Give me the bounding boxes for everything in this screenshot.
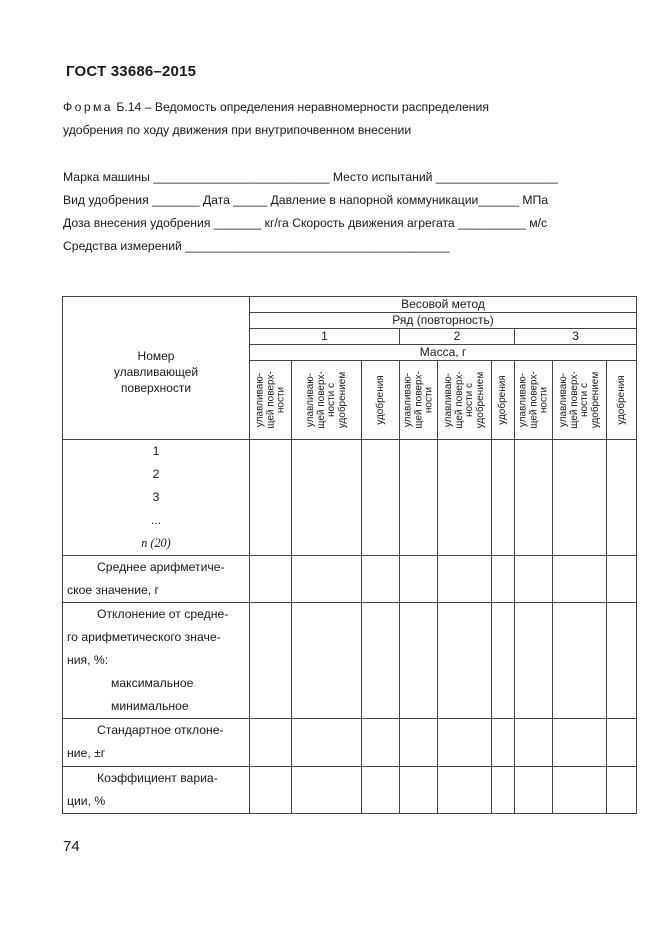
corner-text: Номер улавливающей поверхности: [113, 349, 199, 395]
data-cell[interactable]: [492, 556, 515, 603]
subcol-header: [553, 361, 607, 440]
subcol-label: улавливаю- щей поверх- ности с удобрением: [304, 371, 347, 429]
data-cell[interactable]: [400, 767, 438, 814]
data-cell[interactable]: [438, 603, 492, 719]
field-machine-place: Марка машины __________________________ Место испытаний __________________: [63, 170, 558, 184]
data-cell[interactable]: [492, 440, 515, 556]
data-cell[interactable]: [400, 719, 438, 767]
mean-line2: ское значение, г: [67, 583, 159, 597]
deviation-line1: Отклонение от средне-: [97, 607, 229, 621]
data-cell[interactable]: [607, 603, 637, 719]
data-cell[interactable]: [250, 603, 292, 719]
data-cell[interactable]: [292, 767, 362, 814]
data-cell[interactable]: [553, 767, 607, 814]
subcol-header: [607, 361, 637, 440]
table-row: [63, 603, 637, 719]
data-cell[interactable]: [438, 767, 492, 814]
data-cell[interactable]: [492, 603, 515, 719]
mass-header: Масса, г: [250, 345, 637, 361]
group-header-3: 3: [515, 329, 637, 345]
subcol-header: [438, 361, 492, 440]
data-cell[interactable]: [515, 767, 553, 814]
cv-line2: ции, %: [67, 794, 106, 808]
data-cell[interactable]: [292, 603, 362, 719]
subcol-label: улавливаю- щей поверх- ности: [516, 371, 549, 429]
surface-numbers: [63, 440, 250, 556]
subcol-label: улавливаю- щей поверх- ности: [253, 371, 286, 429]
surface-number: ...: [150, 513, 162, 527]
data-cell[interactable]: [362, 556, 400, 603]
surface-number: n (20): [141, 536, 171, 550]
stddev-line2: ние, ±г: [67, 746, 106, 760]
subcol-header: [492, 361, 515, 440]
data-cell[interactable]: [515, 556, 553, 603]
field-dose-speed: Доза внесения удобрения _______ кг/га Скорость движения агрегата __________ м/с: [63, 216, 548, 230]
data-cell[interactable]: [362, 440, 400, 556]
deviation-max: максимальное: [111, 676, 194, 690]
page-number: 74: [63, 838, 80, 855]
table-row: [63, 440, 637, 556]
data-cell[interactable]: [362, 603, 400, 719]
data-cell[interactable]: [607, 767, 637, 814]
data-cell[interactable]: [250, 767, 292, 814]
table-row: [63, 767, 637, 814]
data-cell[interactable]: [607, 440, 637, 556]
data-cell[interactable]: [553, 719, 607, 767]
stddev-line1: Стандартное отклоне-: [97, 723, 224, 737]
surface-number-header: [63, 297, 250, 440]
data-cell[interactable]: [553, 556, 607, 603]
field-measuring-instruments: Средства измерений _______________________________________: [63, 239, 450, 253]
subcol-label: удобрения: [615, 375, 627, 425]
data-cell[interactable]: [250, 440, 292, 556]
data-cell[interactable]: [362, 767, 400, 814]
data-cell[interactable]: [438, 440, 492, 556]
method-header: Весовой метод: [250, 297, 637, 313]
data-cell[interactable]: [438, 556, 492, 603]
data-cell[interactable]: [292, 556, 362, 603]
data-cell[interactable]: [492, 767, 515, 814]
data-cell[interactable]: [607, 556, 637, 603]
stddev-label: [63, 719, 250, 767]
data-cell[interactable]: [553, 603, 607, 719]
form-word: Форма: [63, 100, 113, 114]
subcol-header: [515, 361, 553, 440]
subcol-label: удобрения: [374, 375, 386, 425]
data-cell[interactable]: [362, 719, 400, 767]
mean-label: [63, 556, 250, 603]
deviation-line2: го арифметического значе-: [67, 630, 221, 644]
field-fertilizer-date-pressure: Вид удобрения _______ Дата _____ Давление в напорной коммуникации______ МПа: [63, 193, 549, 207]
data-cell[interactable]: [515, 719, 553, 767]
mean-line1: Среднее арифметиче-: [97, 560, 225, 574]
data-cell[interactable]: [492, 719, 515, 767]
table-row: [63, 719, 637, 767]
table-row: [63, 556, 637, 603]
subcol-header: [250, 361, 292, 440]
data-cell[interactable]: [250, 556, 292, 603]
deviation-min: минимальное: [111, 699, 189, 713]
standard-number: ГОСТ 33686–2015: [66, 63, 197, 80]
form-caption: [63, 100, 603, 114]
data-cell[interactable]: [553, 440, 607, 556]
cv-line1: Коэффициент вариа-: [97, 771, 218, 785]
subcol-label: улавливаю- щей поверх- ности с удобрением: [557, 371, 600, 429]
surface-number: 3: [152, 490, 160, 504]
data-cell[interactable]: [250, 719, 292, 767]
data-cell[interactable]: [400, 603, 438, 719]
data-cell[interactable]: [400, 556, 438, 603]
subcol-header: [400, 361, 438, 440]
row-repetition-header: Ряд (повторность): [250, 313, 637, 329]
cv-label: [63, 767, 250, 814]
subcol-header: [292, 361, 362, 440]
surface-number: 2: [152, 467, 160, 481]
measurement-table: [62, 296, 637, 814]
subcol-label: удобрения: [496, 375, 508, 425]
data-cell[interactable]: [292, 719, 362, 767]
surface-number: 1: [152, 444, 160, 458]
group-header-2: 2: [400, 329, 515, 345]
data-cell[interactable]: [607, 719, 637, 767]
form-title-line1: Б.14 – Ведомость определения неравномерности распределения: [112, 100, 489, 114]
subcol-label: улавливаю- щей поверх- ности с удобрением: [442, 371, 485, 429]
data-cell[interactable]: [400, 440, 438, 556]
subcol-label: улавливаю- щей поверх- ности: [401, 371, 434, 429]
data-cell[interactable]: [515, 440, 553, 556]
subcol-header: [362, 361, 400, 440]
deviation-label: [63, 603, 250, 719]
data-cell[interactable]: [292, 440, 362, 556]
deviation-line3: ния, %:: [67, 653, 109, 667]
group-header-1: 1: [250, 329, 400, 345]
data-cell[interactable]: [515, 603, 553, 719]
form-title-line2: удобрения по ходу движения при внутрипочвенном внесении: [63, 123, 412, 137]
data-cell[interactable]: [438, 719, 492, 767]
